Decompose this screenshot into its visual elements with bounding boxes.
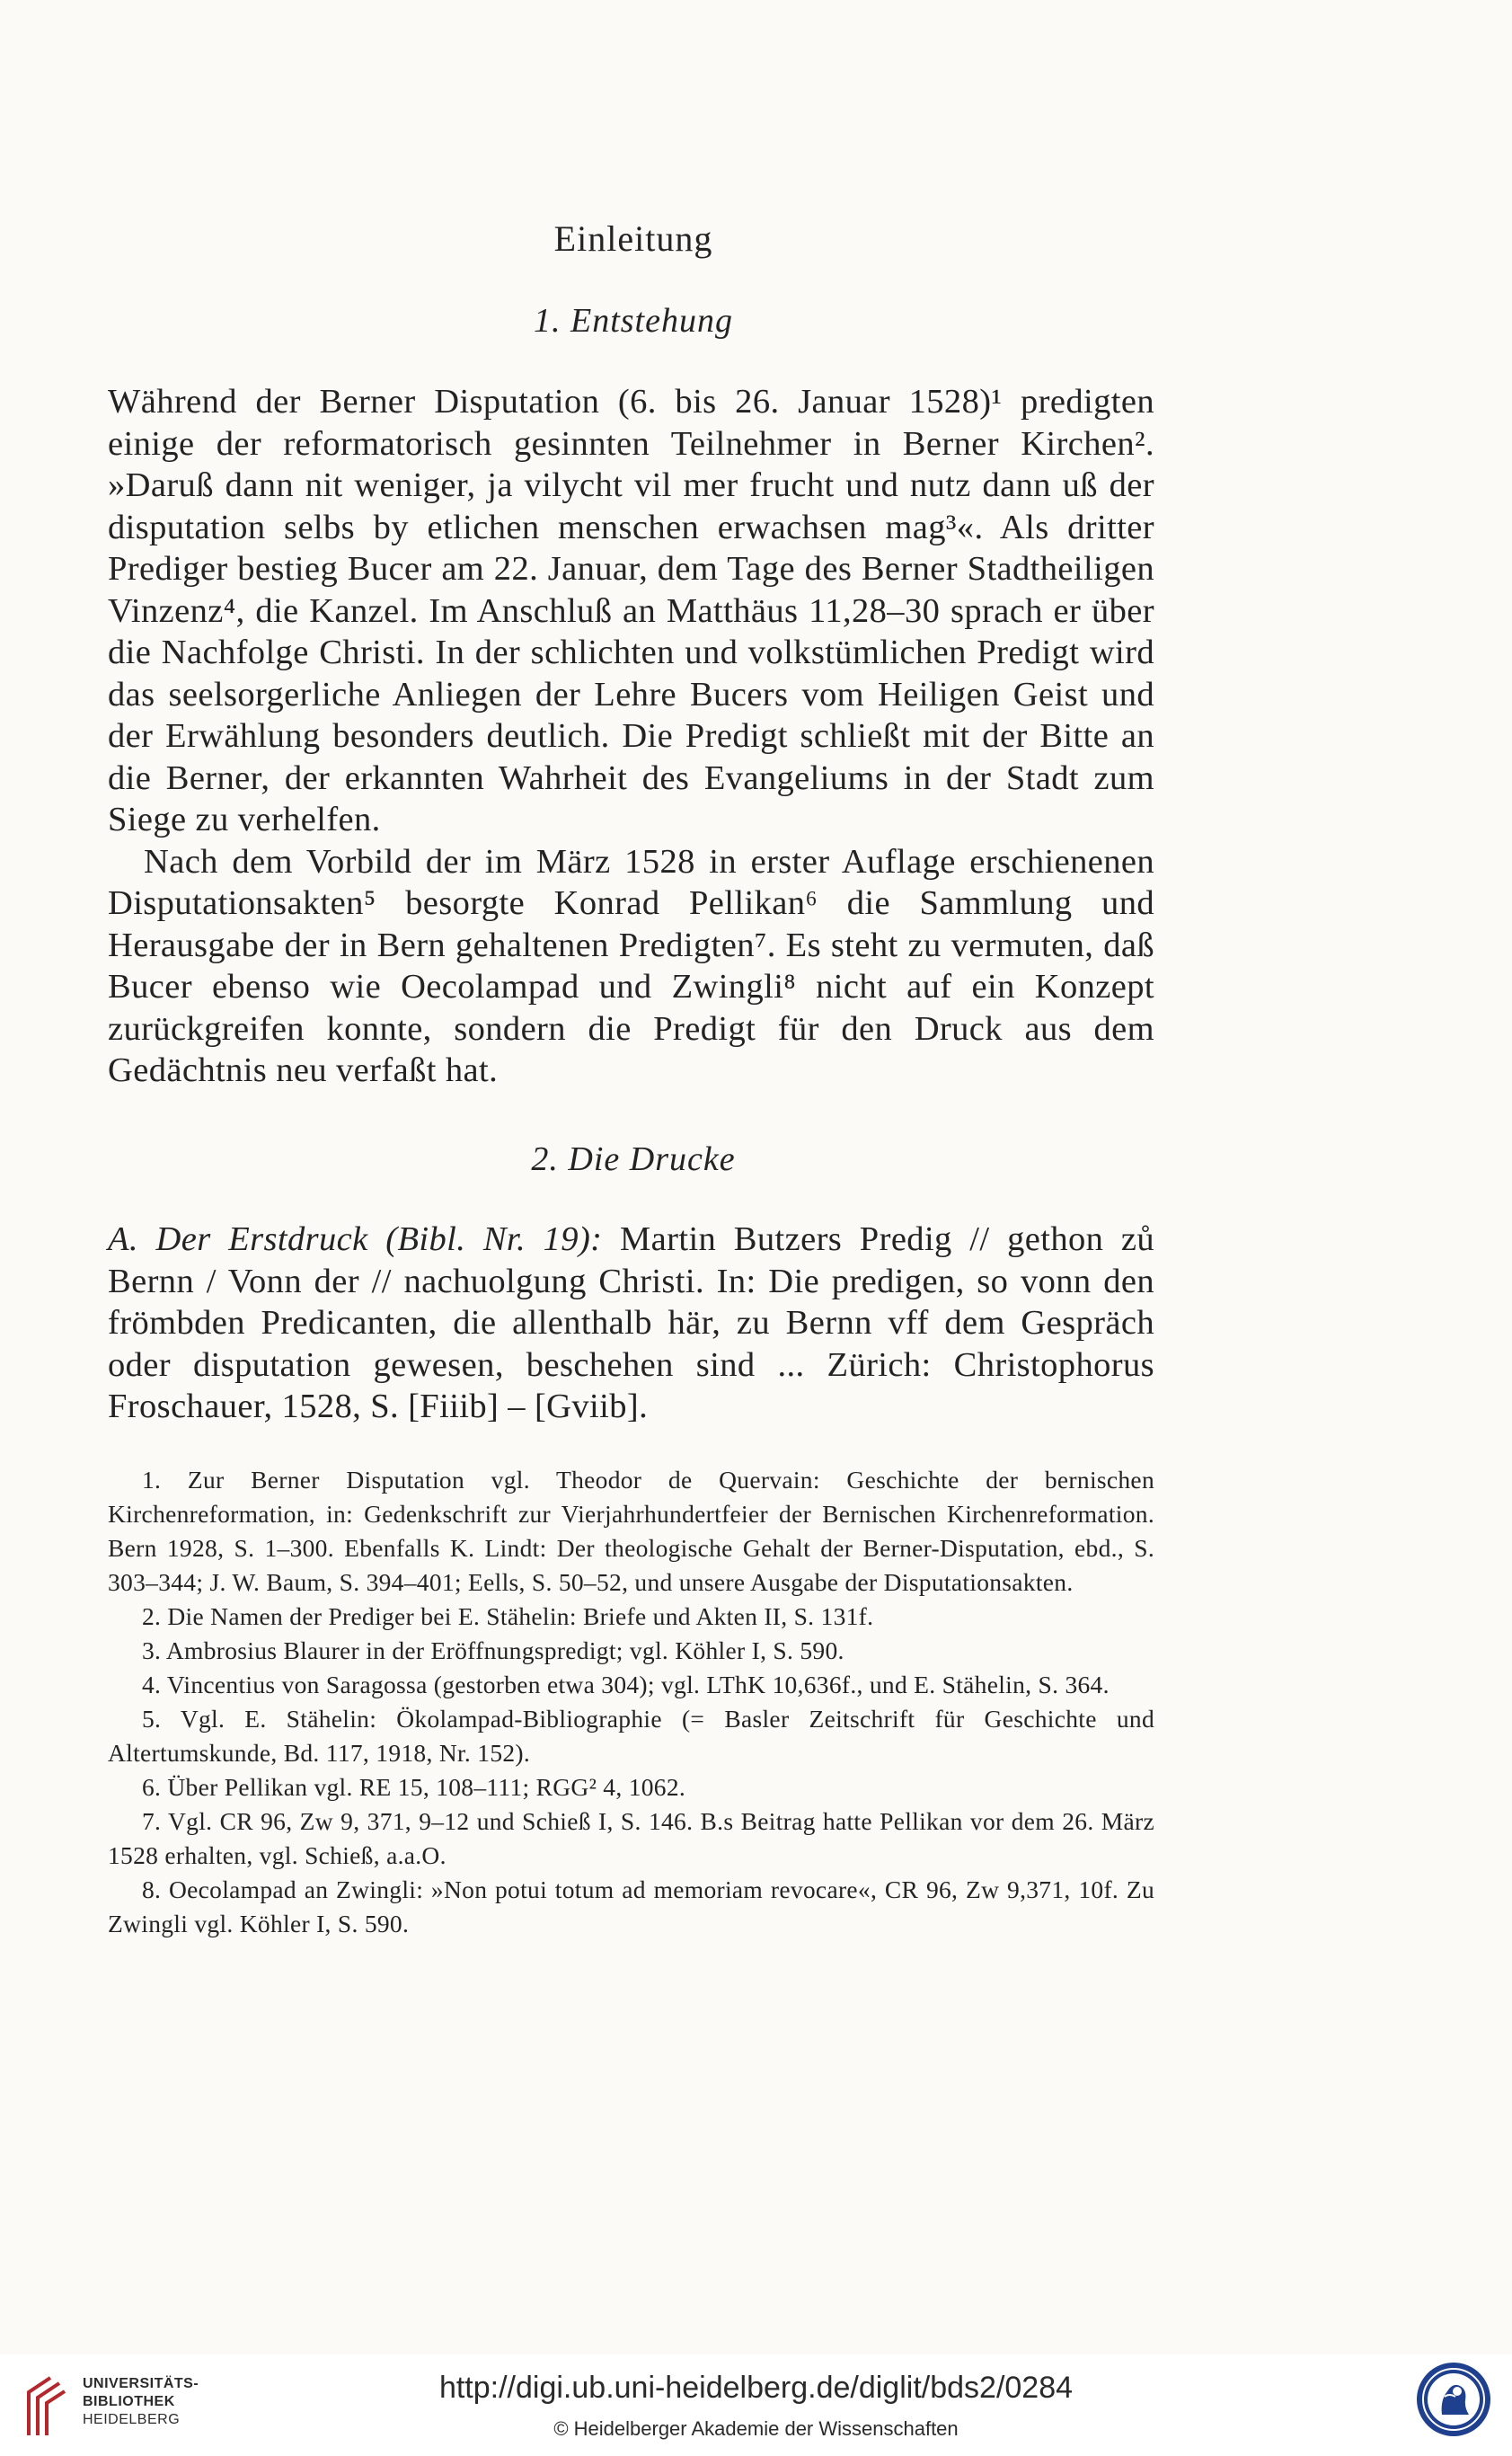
footnote: 3. Ambrosius Blaurer in der Eröffnungspredigt; vgl. Köhler I, S. 590. [142,1636,844,1664]
library-name-line3: HEIDELBERG [83,2412,181,2427]
paragraph-1: Während der Berner Disputation (6. bis 26. Januar 1528)¹ predigten einige der reformatorisch gesinnten Teilnehmer in Berner Kirchen². »Daruß dann nit weniger, ja vilycht vil mer frucht und nutz dann uß der disputation selbs by etlichen menschen erwachsen mag³«. Als dritter Prediger bestieg Bucer am 22. Januar, dem Tage des Berner Stadtheiligen Vinzenz⁴, die Kanzel. Im Anschluß an Matthäus 11,28–30 sprach er über die Nachfolge Christi. In der schlichten und volkstümlichen Predigt wird das seelsorgerliche Anliegen der Lehre Bucers vom Heiligen Geist und der Erwählung besonders deutlich. Die Predigt schließt mit der Bitte an die Berner, der erkannten Wahrheit des Evangeliums in der Stadt zum Siege zu verhelfen. [108,383,1154,838]
erstdruck-entry [108,1219,1154,1428]
footnote: 5. Vgl. E. Stähelin: Ökolampad-Bibliographie (= Basler Zeitschrift für Geschichte und Altertumskunde, Bd. 117, 1918, Nr. 152). [108,1705,1154,1767]
academy-seal-icon[interactable] [1415,2361,1492,2438]
footnote: 2. Die Namen der Prediger bei E. Stähelin: Briefe und Akten II, S. 131f. [142,1602,874,1630]
paragraph-2: Nach dem Vorbild der im März 1528 in erster Auflage erschienenen Disputationsakten⁵ besorgte Konrad Pellikan⁶ die Sammlung und Herausgabe der in Bern gehaltenen Predigten⁷. Es steht zu vermuten, daß Bucer ebenso wie Oecolampad und Zwingli⁸ nicht auf ein Konzept zurückgreifen konnte, sondern die Predigt für den Druck aus dem Gedächtnis neu verfaßt hat. [108,842,1154,1089]
footnote: 4. Vincentius von Saragossa (gestorben etwa 304); vgl. LThK 10,636f., und E. Stähelin, S. 364. [142,1671,1110,1698]
erstdruck-label: A. Der Erstdruck (Bibl. Nr. 19): [108,1220,603,1258]
footnote: 8. Oecolampad an Zwingli: »Non potui totum ad memoriam revocare«, CR 96, Zw 9,371, 10f. Zu Zwingli vgl. Köhler I, S. 590. [108,1875,1154,1937]
library-name-line2: BIBLIOTHEK [83,2394,175,2409]
footnotes [108,1463,1154,1941]
section-heading-entstehung: 1. Entstehung [534,302,733,340]
copyright-notice: © Heidelberger Akademie der Wissenschaften [553,2417,959,2440]
footnote: 7. Vgl. CR 96, Zw 9, 371, 9–12 und Schieß I, S. 146. B.s Beitrag hatte Pellikan vor dem 26. März 1528 erhalten, vgl. Schieß, a.a.O. [108,1807,1154,1869]
page-heading: Einleitung [553,218,713,259]
footnote: 6. Über Pellikan vgl. RE 15, 108–111; RGG² 4, 1062. [142,1773,686,1801]
permalink-url[interactable]: http://digi.ub.uni-heidelberg.de/diglit/bds2/0284 [438,2371,1074,2405]
footnote: 1. Zur Berner Disputation vgl. Theodor de Quervain: Geschichte der bernischen Kirchenreformation, in: Gedenkschrift zur Vierjahrhundertfeier der Bernischen Kirchenreformation. Bern 1928, S. 1–300. Ebenfalls K. Lindt: Der theologische Gehalt der Berner-Disputation, ebd., S. 303–344; J. W. Baum, S. 394–401; Eells, S. 50–52, und unsere Ausgabe der Disputationsakten. [108,1466,1154,1596]
drucke-text [108,1219,1154,1428]
erstdruck-description: Martin Butzers Predig // gethon zů Bernn / Vonn der // nachuolgung Christi. In: Die predigen, so vonn den frömbden Predicanten, die allenthalb här, zu Bernn vff dem Gespräch oder disputation gewesen, beschehen sind ... Zürich: Christophorus Froschauer, 1528, S. [Fiiib] – [Gviib]. [108,1220,1154,1425]
section-heading-drucke: 2. Die Drucke [531,1140,736,1178]
intro-text [108,381,1154,1092]
library-name-line1: UNIVERSITÄTS- [83,2376,199,2391]
